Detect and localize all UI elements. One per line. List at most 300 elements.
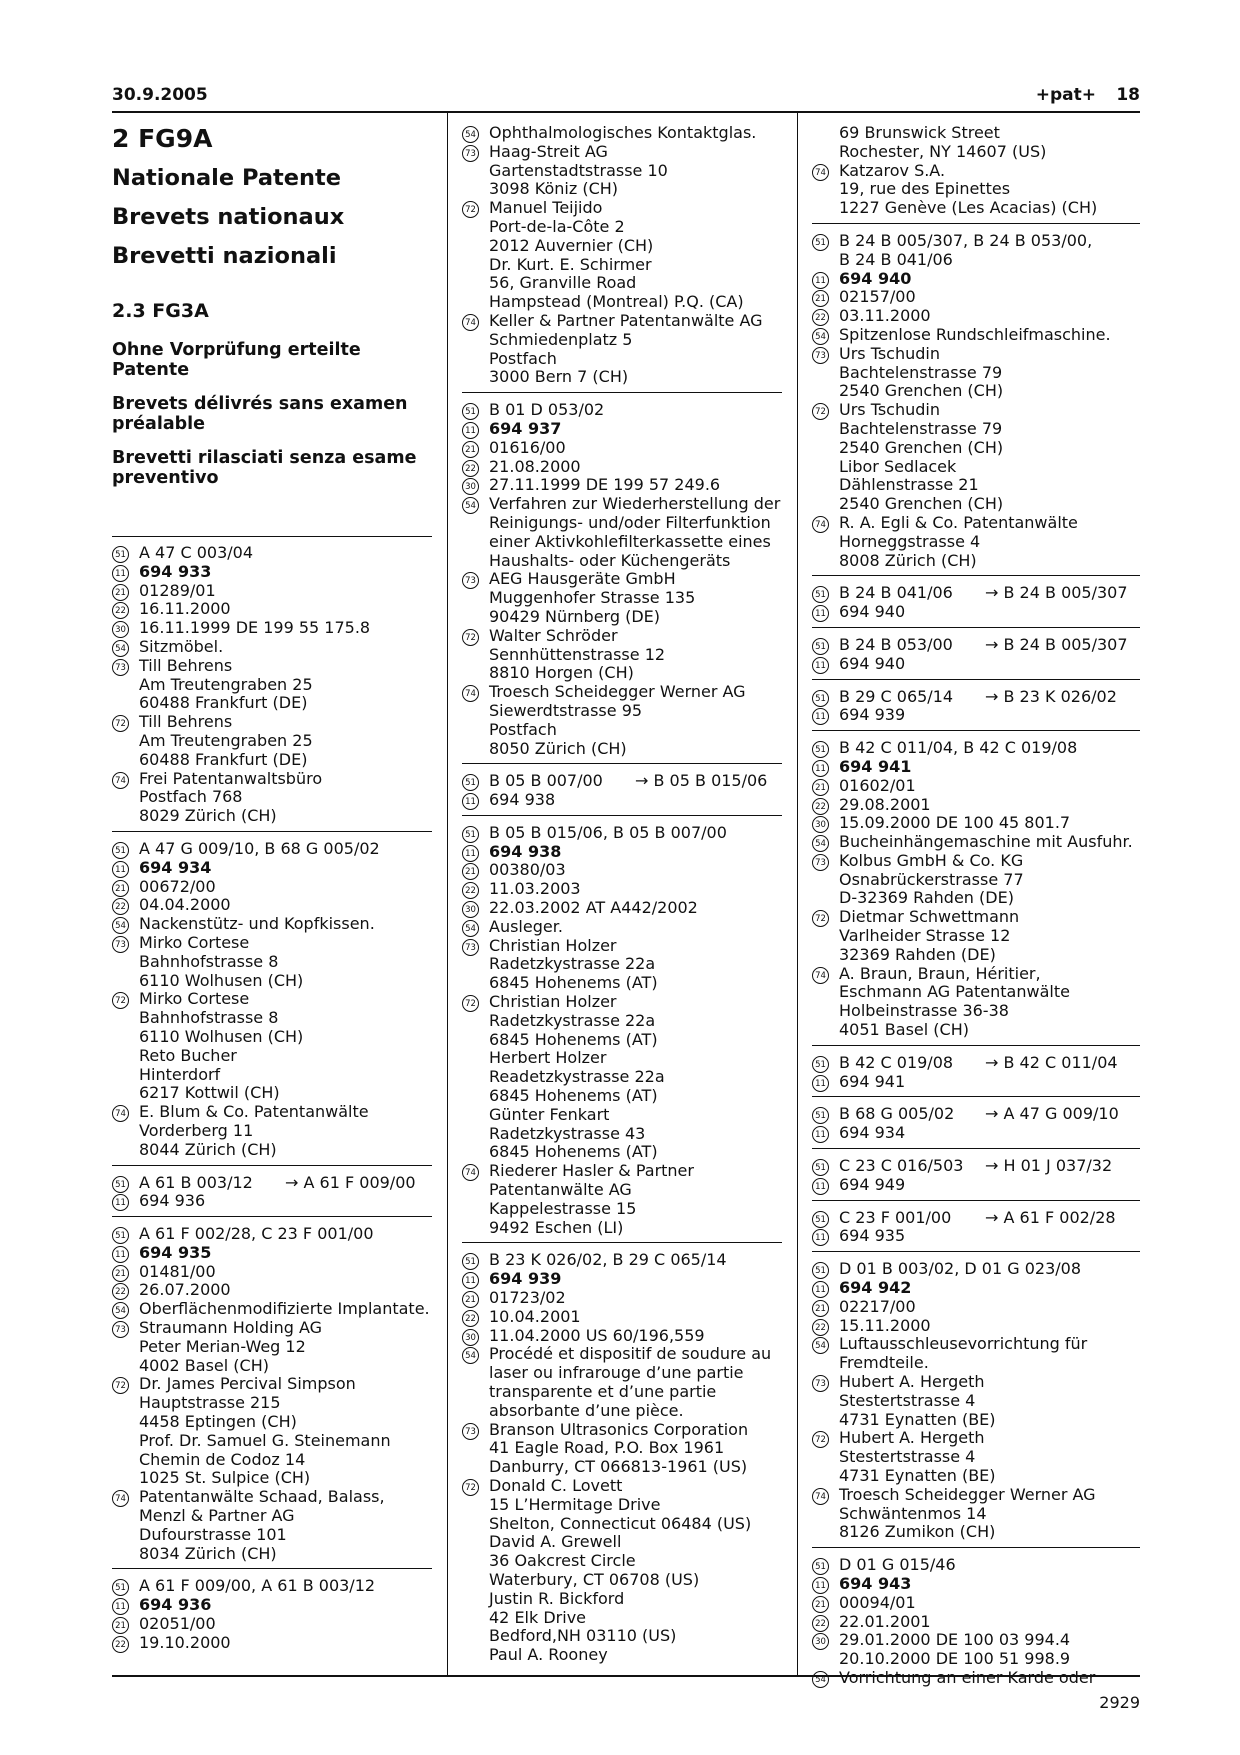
field-text: transparente et d’une partie xyxy=(489,1382,717,1401)
field-text: Bahnhofstrasse 8 xyxy=(139,1008,279,1028)
field-code-21 xyxy=(462,439,782,458)
field-code-51 xyxy=(812,688,1140,707)
inid-code-badge: 21 xyxy=(112,1265,129,1282)
field-text: Menzl & Partner AG xyxy=(139,1506,295,1526)
field-text: Bedford,NH 03110 (US) xyxy=(489,1626,677,1646)
field-text: 56, Granville Road xyxy=(489,273,637,293)
field-code-11 xyxy=(812,706,1140,725)
field-text: Christian Holzer xyxy=(489,992,617,1012)
inid-code-badge: 51 xyxy=(812,741,829,758)
field-code-73 xyxy=(812,1373,1140,1429)
field-text: 694 936 xyxy=(139,1595,212,1615)
field-text: 694 936 xyxy=(139,1191,206,1211)
inid-code-badge: 54 xyxy=(112,640,129,657)
field-text: A 47 G 009/10, B 68 G 005/02 xyxy=(139,838,380,858)
field-text: Bahnhofstrasse 8 xyxy=(139,951,279,971)
publication-date: 30.9.2005 xyxy=(112,85,208,105)
field-text: Stestertstrasse 4 xyxy=(839,1447,976,1467)
field-text: 3098 Köniz (CH) xyxy=(489,179,619,199)
inid-code-badge: 11 xyxy=(812,1281,829,1298)
field-text: Branson Ultrasonics Corporation xyxy=(489,1419,749,1439)
field-code-74 xyxy=(462,1162,782,1237)
field-text: 00094/01 xyxy=(839,1592,916,1612)
inid-code-badge: 11 xyxy=(812,1229,829,1246)
field-text: Libor Sedlacek xyxy=(839,456,957,476)
field-text: 694 935 xyxy=(839,1226,906,1246)
field-text: 694 940 xyxy=(839,602,906,622)
classification-text: C 23 C 016/503 xyxy=(839,1156,964,1176)
col3-entries xyxy=(812,124,1140,1693)
field-code-73 xyxy=(462,570,782,626)
field-code-73 xyxy=(462,143,782,199)
inid-code-badge: 51 xyxy=(462,826,479,843)
inid-code-badge: 72 xyxy=(112,1377,129,1394)
field-code-51 xyxy=(812,1105,1140,1124)
field-code-72 xyxy=(112,990,432,1103)
field-text: Luftausschleusevorrichtung für xyxy=(839,1334,1088,1354)
column-divider-2 xyxy=(797,111,798,1676)
field-text: 4051 Basel (CH) xyxy=(839,1020,969,1040)
classification-text: B 05 B 007/00 xyxy=(489,771,603,791)
inid-code-badge: 22 xyxy=(462,1310,479,1327)
field-code-51 xyxy=(812,1157,1140,1176)
field-code-54 xyxy=(112,1300,432,1319)
inid-code-badge: 30 xyxy=(812,1633,829,1650)
field-text: 16.11.2000 xyxy=(139,599,231,619)
inid-code-badge: 30 xyxy=(112,621,129,638)
cross-reference: → B 24 B 005/307 xyxy=(985,583,1128,603)
patent-entry xyxy=(812,124,1140,223)
inid-code-badge: 54 xyxy=(112,917,129,934)
field-text: Osnabrückerstrasse 77 xyxy=(839,869,1024,889)
field-text: A 61 F 009/00, A 61 B 003/12 xyxy=(139,1576,376,1596)
field-code-74 xyxy=(112,770,432,826)
field-code-30 xyxy=(462,476,782,495)
field-code-11 xyxy=(112,563,432,582)
field-text: Walter Schröder xyxy=(489,625,618,645)
field-text: Riederer Hasler & Partner xyxy=(489,1161,694,1181)
patent-entry xyxy=(112,537,432,831)
inid-code-badge: 51 xyxy=(812,1211,829,1228)
field-text: Manuel Teijido xyxy=(489,198,603,218)
field-text: Postfach 768 xyxy=(139,787,243,807)
field-code-54 xyxy=(812,833,1140,852)
cross-reference: → B 05 B 015/06 xyxy=(635,771,768,791)
field-text: Bachtelenstrasse 79 xyxy=(839,362,1003,382)
field-code-72 xyxy=(462,1477,782,1665)
field-text: Varlheider Strasse 12 xyxy=(839,926,1011,946)
field-code-22 xyxy=(462,880,782,899)
field-code-21 xyxy=(112,582,432,601)
field-code-54 xyxy=(812,1669,1140,1688)
field-text: einer Aktivkohlefilterkassette eines xyxy=(489,531,771,551)
field-text: 10.04.2001 xyxy=(489,1306,581,1326)
patent-entry xyxy=(812,1200,1140,1252)
field-code-22 xyxy=(812,307,1140,326)
field-text: Frei Patentanwaltsbüro xyxy=(139,768,323,788)
column-divider-1 xyxy=(447,111,448,1676)
classification-text: B 42 C 019/08 xyxy=(839,1052,954,1072)
inid-code-badge: 11 xyxy=(812,708,829,725)
field-code-22 xyxy=(812,1317,1140,1336)
field-text: Radetzkystrasse 22a xyxy=(489,1010,656,1030)
field-code-51 xyxy=(812,1556,1140,1575)
field-text: A. Braun, Braun, Héritier, xyxy=(839,963,1041,983)
inid-code-badge: 11 xyxy=(112,1598,129,1615)
field-code-51 xyxy=(812,636,1140,655)
inid-code-badge: 72 xyxy=(462,1479,479,1496)
field-text: Reto Bucher xyxy=(139,1045,237,1065)
field-text: Dietmar Schwettmann xyxy=(839,907,1020,927)
field-text xyxy=(139,1174,432,1193)
subtitle-de: Nationale Patente xyxy=(112,165,342,191)
inid-code-badge: 11 xyxy=(462,422,479,439)
field-code-11 xyxy=(812,1575,1140,1594)
inid-code-badge: 30 xyxy=(462,478,479,495)
field-code-30 xyxy=(462,1327,782,1346)
inid-code-badge: 21 xyxy=(462,441,479,458)
field-text: Günter Fenkart xyxy=(489,1104,610,1124)
field-text: 02217/00 xyxy=(839,1296,916,1316)
field-text: Dr. James Percival Simpson xyxy=(139,1374,356,1394)
inid-code-badge: 21 xyxy=(462,863,479,880)
field-text: 8044 Zürich (CH) xyxy=(139,1139,277,1159)
inid-code-badge: 74 xyxy=(812,967,829,984)
inid-code-badge: 11 xyxy=(812,1075,829,1092)
field-code-51 xyxy=(812,232,1140,270)
inid-code-badge: 74 xyxy=(462,685,479,702)
inid-code-badge: 72 xyxy=(462,995,479,1012)
field-code-54 xyxy=(462,124,782,143)
inid-code-badge: 54 xyxy=(462,920,479,937)
inid-code-badge: 51 xyxy=(112,1176,129,1193)
field-text xyxy=(839,636,1140,655)
field-code-74 xyxy=(812,965,1140,1040)
field-text: 694 949 xyxy=(839,1174,906,1194)
field-code-11 xyxy=(112,859,432,878)
field-text: 8126 Zumikon (CH) xyxy=(839,1522,996,1542)
field-code-11 xyxy=(812,1073,1140,1092)
field-text: Oberflächenmodifizierte Implantate. xyxy=(139,1299,430,1319)
field-code-30 xyxy=(812,814,1140,833)
inid-code-badge: 73 xyxy=(112,1321,129,1338)
inid-code-badge: 51 xyxy=(462,774,479,791)
field-code-continued xyxy=(812,124,1140,162)
field-text: Readetzkystrasse 22a xyxy=(489,1067,665,1087)
field-code-72 xyxy=(462,627,782,683)
field-text: 8008 Zürich (CH) xyxy=(839,550,977,570)
inid-code-badge: 74 xyxy=(112,772,129,789)
field-text: 694 941 xyxy=(839,1071,906,1091)
field-code-51 xyxy=(112,840,432,859)
field-text: Hinterdorf xyxy=(139,1064,221,1084)
inid-code-badge: 22 xyxy=(812,1615,829,1632)
chapter-title: 2 FG9A xyxy=(112,124,213,153)
cross-reference: → B 42 C 011/04 xyxy=(985,1052,1118,1072)
col2-entries xyxy=(462,124,782,1670)
field-text: 00380/03 xyxy=(489,860,566,880)
field-code-74 xyxy=(462,683,782,758)
subtitle-fr: Brevets nationaux xyxy=(112,204,345,230)
inid-code-badge: 73 xyxy=(812,1375,829,1392)
field-code-51 xyxy=(462,401,782,420)
field-text: Hauptstrasse 215 xyxy=(139,1393,281,1413)
field-code-74 xyxy=(112,1488,432,1563)
field-text: Nackenstütz- und Kopfkissen. xyxy=(139,914,375,934)
field-text: 2540 Grenchen (CH) xyxy=(839,437,1004,457)
classification-text: B 24 B 041/06 xyxy=(839,583,953,603)
field-text: 9492 Eschen (LI) xyxy=(489,1217,624,1237)
field-text xyxy=(839,1157,1140,1176)
field-text: R. A. Egli & Co. Patentanwälte xyxy=(839,512,1078,532)
field-text: 03.11.2000 xyxy=(839,306,931,326)
field-text: Bucheinhängemaschine mit Ausfuhr. xyxy=(839,832,1133,852)
inid-code-badge: 54 xyxy=(812,835,829,852)
field-text: B 24 B 041/06 xyxy=(839,249,953,269)
field-text: Muggenhofer Strasse 135 xyxy=(489,588,696,608)
cross-reference: → A 61 F 002/28 xyxy=(985,1207,1116,1227)
inid-code-badge: 21 xyxy=(112,880,129,897)
field-text: 36 Oakcrest Circle xyxy=(489,1551,636,1571)
inid-code-badge: 73 xyxy=(462,939,479,956)
field-text: Herbert Holzer xyxy=(489,1048,607,1068)
field-code-11 xyxy=(462,791,782,810)
field-text: Hubert A. Hergeth xyxy=(839,1372,985,1392)
field-text: Katzarov S.A. xyxy=(839,160,946,180)
patent-entry xyxy=(812,223,1140,575)
field-text: Am Treutengraben 25 xyxy=(139,674,313,694)
field-text: Radetzkystrasse 43 xyxy=(489,1123,646,1143)
patent-entry xyxy=(112,1165,432,1217)
patent-entry xyxy=(462,124,782,392)
inid-code-badge: 22 xyxy=(812,798,829,815)
col1-entries xyxy=(112,537,432,1658)
inid-code-badge: 51 xyxy=(812,586,829,603)
inid-code-badge: 51 xyxy=(112,1227,129,1244)
patent-entry xyxy=(812,679,1140,731)
inid-code-badge: 73 xyxy=(112,659,129,676)
field-text xyxy=(839,688,1140,707)
patent-entry xyxy=(462,815,782,1243)
field-text xyxy=(839,1105,1140,1124)
field-code-22 xyxy=(112,600,432,619)
field-text: Eschmann AG Patentanwälte xyxy=(839,982,1070,1002)
field-code-21 xyxy=(462,861,782,880)
field-text: Spitzenlose Rundschleifmaschine. xyxy=(839,324,1111,344)
field-text: 6845 Hohenems (AT) xyxy=(489,1029,658,1049)
field-text: Dählenstrasse 21 xyxy=(839,475,979,495)
field-text: Keller & Partner Patentanwälte AG xyxy=(489,310,763,330)
field-text: Schmiedenplatz 5 xyxy=(489,329,633,349)
field-code-21 xyxy=(462,1289,782,1308)
field-code-74 xyxy=(812,514,1140,570)
patent-entry xyxy=(112,1216,432,1568)
inid-code-badge: 11 xyxy=(462,1272,479,1289)
field-text: 2012 Auvernier (CH) xyxy=(489,235,654,255)
column-3 xyxy=(812,124,1140,1693)
field-code-22 xyxy=(812,796,1140,815)
field-code-72 xyxy=(112,1375,432,1488)
inid-code-badge: 21 xyxy=(462,1291,479,1308)
field-code-11 xyxy=(812,655,1140,674)
field-code-22 xyxy=(462,458,782,477)
field-text: Bachtelenstrasse 79 xyxy=(839,418,1003,438)
field-text: 02157/00 xyxy=(839,287,916,307)
field-text: Dufourstrasse 101 xyxy=(139,1524,287,1544)
subheading-fr: Brevets délivrés sans examen préalable xyxy=(112,394,408,434)
field-text: Prof. Dr. Samuel G. Steinemann xyxy=(139,1430,391,1450)
field-code-74 xyxy=(812,162,1140,218)
field-code-51 xyxy=(812,1260,1140,1279)
field-code-72 xyxy=(812,401,1140,514)
field-code-73 xyxy=(112,657,432,713)
field-text: Procédé et dispositif de soudure au xyxy=(489,1344,772,1364)
field-text: Dr. Kurt. E. Schirmer xyxy=(489,254,652,274)
field-text: Port-de-la-Côte 2 xyxy=(489,216,625,236)
inid-code-badge: 11 xyxy=(812,272,829,289)
field-text: Rochester, NY 14607 (US) xyxy=(839,141,1047,161)
inid-code-badge: 51 xyxy=(462,403,479,420)
inid-code-badge: 74 xyxy=(112,1490,129,1507)
inid-code-badge: 51 xyxy=(112,842,129,859)
field-text: Vorderberg 11 xyxy=(139,1120,254,1140)
cross-reference: → H 01 J 037/32 xyxy=(985,1156,1113,1176)
field-text: 60488 Frankfurt (DE) xyxy=(139,749,308,769)
inid-code-badge: 73 xyxy=(812,854,829,871)
classification-text: B 24 B 053/00 xyxy=(839,634,953,654)
field-text: 15.11.2000 xyxy=(839,1315,931,1335)
field-code-73 xyxy=(112,1319,432,1375)
field-code-11 xyxy=(812,1176,1140,1195)
cross-reference: → B 23 K 026/02 xyxy=(985,686,1117,706)
inid-code-badge: 30 xyxy=(462,901,479,918)
field-text: 4002 Basel (CH) xyxy=(139,1355,269,1375)
field-code-72 xyxy=(812,908,1140,964)
field-text: Donald C. Lovett xyxy=(489,1475,623,1495)
field-text: Patentanwälte Schaad, Balass, xyxy=(139,1487,385,1507)
classification-text: A 61 B 003/12 xyxy=(139,1172,253,1192)
inid-code-badge: 22 xyxy=(112,1636,129,1653)
field-text: Sennhüttenstrasse 12 xyxy=(489,644,666,664)
field-text: 29.08.2001 xyxy=(839,794,931,814)
section-title: 2.3 FG3A xyxy=(112,300,209,322)
field-code-11 xyxy=(462,843,782,862)
field-text: Gartenstadtstrasse 10 xyxy=(489,160,668,180)
field-text: Am Treutengraben 25 xyxy=(139,730,313,750)
field-text: 15 L’Hermitage Drive xyxy=(489,1494,661,1514)
field-code-30 xyxy=(112,619,432,638)
field-text: 11.03.2003 xyxy=(489,879,581,899)
field-text: Postfach xyxy=(489,719,557,739)
classification-text: C 23 F 001/00 xyxy=(839,1207,952,1227)
header-rule xyxy=(112,111,1140,113)
field-text: 01481/00 xyxy=(139,1261,216,1281)
field-text: 694 935 xyxy=(139,1242,212,1262)
inid-code-badge: 30 xyxy=(462,1329,479,1346)
inid-code-badge: 51 xyxy=(812,1558,829,1575)
subheading-de: Ohne Vorprüfung erteilte Patente xyxy=(112,340,361,380)
field-text: Mirko Cortese xyxy=(139,989,250,1009)
field-text: 32369 Rahden (DE) xyxy=(839,944,996,964)
patent-entry xyxy=(812,1251,1140,1547)
field-text: 2540 Grenchen (CH) xyxy=(839,381,1004,401)
column-2 xyxy=(462,124,782,1670)
field-text: 19.10.2000 xyxy=(139,1632,231,1652)
inid-code-badge: 74 xyxy=(112,1105,129,1122)
field-code-11 xyxy=(812,270,1140,289)
field-text: 8029 Zürich (CH) xyxy=(139,806,277,826)
field-text: 01616/00 xyxy=(489,437,566,457)
field-text: 22.01.2001 xyxy=(839,1611,931,1631)
field-text: 694 933 xyxy=(139,561,212,581)
field-text: Hampstead (Montreal) P.Q. (CA) xyxy=(489,292,744,312)
field-code-11 xyxy=(812,603,1140,622)
field-code-22 xyxy=(812,1613,1140,1632)
field-text: Christian Holzer xyxy=(489,935,617,955)
field-text: Urs Tschudin xyxy=(839,343,940,363)
field-text: Vorrichtung an einer Karde oder xyxy=(839,1667,1096,1687)
inid-code-badge: 74 xyxy=(462,314,479,331)
patent-entry xyxy=(462,1242,782,1670)
inid-code-badge: 51 xyxy=(812,1262,829,1279)
field-text: Waterbury, CT 06708 (US) xyxy=(489,1569,700,1589)
field-code-21 xyxy=(112,878,432,897)
field-text: 69 Brunswick Street xyxy=(839,123,1000,142)
field-code-11 xyxy=(112,1244,432,1263)
field-text: 694 939 xyxy=(489,1269,562,1289)
field-text: Horneggstrasse 4 xyxy=(839,531,981,551)
inid-code-badge: 21 xyxy=(812,1596,829,1613)
field-text: Danburry, CT 066813-1961 (US) xyxy=(489,1457,748,1477)
inid-code-badge: 54 xyxy=(112,1302,129,1319)
field-text: 4458 Eptingen (CH) xyxy=(139,1412,297,1432)
field-text: Troesch Scheidegger Werner AG xyxy=(489,682,746,702)
inid-code-badge: 72 xyxy=(812,1431,829,1448)
inid-code-badge: 72 xyxy=(812,910,829,927)
field-text: Peter Merian-Weg 12 xyxy=(139,1336,306,1356)
patent-entry xyxy=(812,1096,1140,1148)
field-code-51 xyxy=(112,1174,432,1193)
field-code-22 xyxy=(112,1634,432,1653)
page-number: 18 xyxy=(1116,85,1140,105)
field-text: B 23 K 026/02, B 29 C 065/14 xyxy=(489,1250,727,1270)
field-text: D 01 B 003/02, D 01 G 023/08 xyxy=(839,1259,1081,1279)
field-text: Ophthalmologisches Kontaktglas. xyxy=(489,123,757,142)
inid-code-badge: 54 xyxy=(812,1337,829,1354)
field-code-72 xyxy=(812,1429,1140,1485)
field-code-51 xyxy=(112,1225,432,1244)
field-code-30 xyxy=(462,899,782,918)
field-text: 8050 Zürich (CH) xyxy=(489,738,627,758)
field-text: Haag-Streit AG xyxy=(489,141,608,161)
field-text: 41 Eagle Road, P.O. Box 1961 xyxy=(489,1438,725,1458)
subheading-it: Brevetti rilasciati senza esame preventivo xyxy=(112,448,417,488)
inid-code-badge: 54 xyxy=(462,1347,479,1364)
inid-code-badge: 11 xyxy=(812,1178,829,1195)
cross-reference: → A 61 F 009/00 xyxy=(285,1172,416,1192)
inid-code-badge: 54 xyxy=(462,497,479,514)
inid-code-badge: 11 xyxy=(112,861,129,878)
field-text: Stestertstrasse 4 xyxy=(839,1390,976,1410)
field-code-51 xyxy=(812,1054,1140,1073)
inid-code-badge: 51 xyxy=(112,1579,129,1596)
field-text: 694 941 xyxy=(839,756,912,776)
inid-code-badge: 11 xyxy=(812,1577,829,1594)
inid-code-badge: 54 xyxy=(812,1671,829,1688)
field-code-73 xyxy=(462,1421,782,1477)
inid-code-badge: 22 xyxy=(112,602,129,619)
field-text: Sitzmöbel. xyxy=(139,636,224,656)
